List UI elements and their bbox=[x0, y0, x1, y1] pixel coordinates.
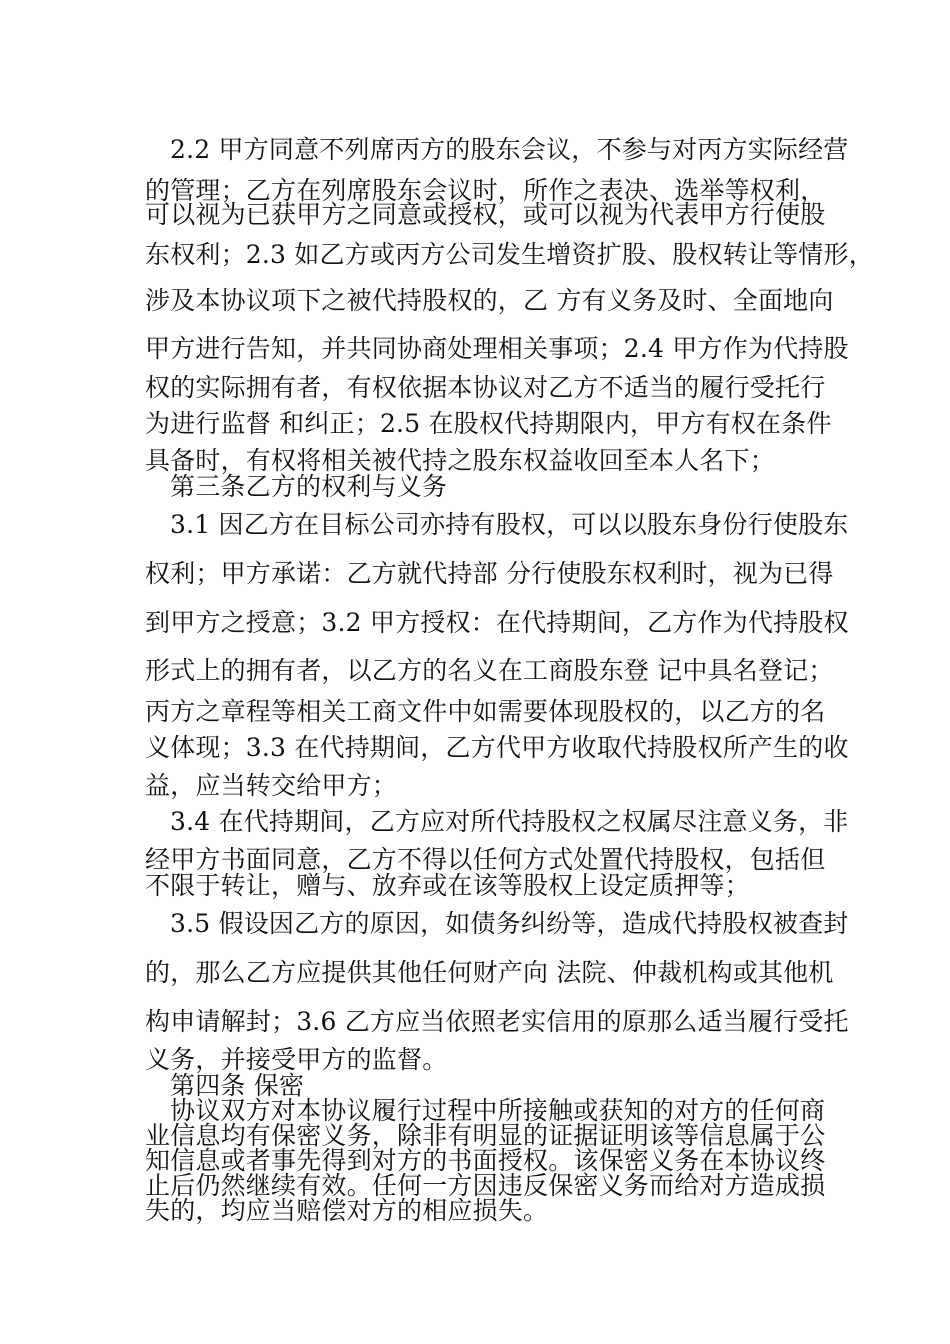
text-line: 止后仍然继续有效。任何一方因违反保密义务而给对方造成损 bbox=[145, 1171, 826, 1200]
text-line: 3.5 假设因乙方的原因，如债务纠纷等，造成代持股权被查封 bbox=[170, 909, 849, 938]
text-line: 到甲方之授意；3.2 甲方授权：在代持期间，乙方作为代持股权 bbox=[145, 608, 849, 637]
text-line: 业信息均有保密义务，除非有明显的证据证明该等信息属于公 bbox=[145, 1121, 826, 1150]
text-line: 义务，并接受甲方的监督。 bbox=[145, 1045, 448, 1074]
text-line: 权利；甲方承诺：乙方就代持部 分行使股东权利时，视为已得 bbox=[145, 559, 834, 588]
text-line: 的，那么乙方应提供其他任何财产向 法院、仲裁机构或其他机 bbox=[145, 958, 834, 987]
text-line: 为进行监督 和纠正；2.5 在股权代持期限内，甲方有权在条件 bbox=[145, 409, 832, 438]
text-line: 协议双方对本协议履行过程中所接触或获知的对方的任何商 bbox=[170, 1096, 826, 1125]
text-line: 的管理；乙方在列席股东会议时，所作之表决、选举等权利， bbox=[145, 176, 826, 205]
text-line: 益，应当转交给甲方； bbox=[145, 771, 398, 800]
text-line: 3.4 在代持期间，乙方应对所代持股权之权属尽注意义务，非 bbox=[170, 807, 849, 836]
text-line: 甲方进行告知，并共同协商处理相关事项；2.4 甲方作为代持股 bbox=[145, 334, 849, 363]
section-heading: 第三条乙方的权利与义务 bbox=[170, 472, 448, 501]
section-heading: 第四条 保密 bbox=[170, 1071, 305, 1100]
text-line: 3.1 因乙方在目标公司亦持有股权，可以以股东身份行使股东 bbox=[170, 510, 849, 539]
text-line: 构申请解封；3.6 乙方应当依照老实信用的原那么适当履行受托 bbox=[145, 1007, 849, 1036]
text-line: 形式上的拥有者，以乙方的名义在工商股东登 记中具名登记； bbox=[145, 656, 834, 685]
text-line: 2.2 甲方同意不列席丙方的股东会议，不参与对丙方实际经营 bbox=[170, 135, 849, 164]
text-line: 权的实际拥有者，有权依据本协议对乙方不适当的履行受托行 bbox=[145, 373, 826, 402]
text-line: 涉及本协议项下之被代持股权的，乙 方有义务及时、全面地向 bbox=[145, 286, 834, 315]
text-line: 可以视为已获甲方之同意或授权，或可以视为代表甲方行使股 bbox=[145, 200, 826, 229]
text-line: 经甲方书面同意，乙方不得以任何方式处置代持股权，包括但 bbox=[145, 845, 826, 874]
text-line: 义体现；3.3 在代持期间，乙方代甲方收取代持股权所产生的收 bbox=[145, 733, 849, 762]
text-line: 具备时，有权将相关被代持之股东权益收回至本人名下； bbox=[145, 446, 776, 475]
text-line: 失的，均应当赔偿对方的相应损失。 bbox=[145, 1196, 549, 1225]
text-line: 东权利；2.3 如乙方或丙方公司发生增资扩股、股权转让等情形， bbox=[145, 240, 874, 269]
text-line: 知信息或者事先得到对方的书面授权。该保密义务在本协议终 bbox=[145, 1146, 826, 1175]
text-line: 不限于转让，赠与、放弃或在该等股权上设定质押等； bbox=[145, 871, 750, 900]
text-line: 丙方之章程等相关工商文件中如需要体现股权的，以乙方的名 bbox=[145, 697, 826, 726]
